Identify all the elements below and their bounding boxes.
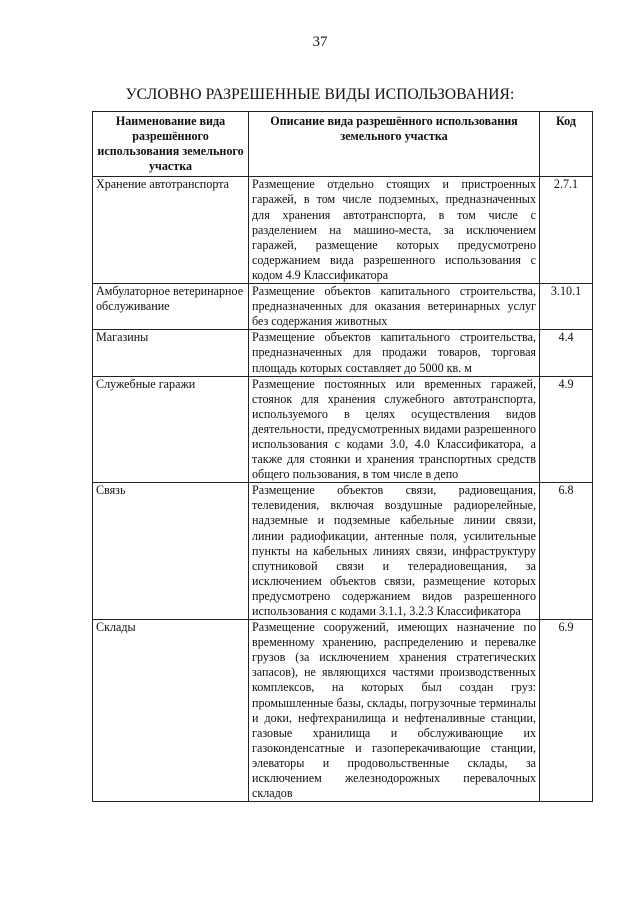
use-description: Размещение отдельно стоящих и пристроенных гаражей, в том числе подземных, предназначенных для хранения автотранспорта, в том числе с разделением на машино-места, за исключением гаражей, размещение которых предусмотрено содержанием вида разрешенного использования с кодом 4.9 Классификатора <box>249 177 540 284</box>
page-number: 37 <box>312 34 328 50</box>
use-code: 4.9 <box>540 376 593 483</box>
table-row <box>93 483 593 620</box>
use-code: 6.9 <box>540 620 593 802</box>
section-heading: УСЛОВНО РАЗРЕШЕННЫЕ ВИДЫ ИСПОЛЬЗОВАНИЯ: <box>125 86 515 103</box>
column-header-code: Код <box>540 112 593 177</box>
table-body <box>93 177 593 802</box>
use-description: Размещение сооружений, имеющих назначение по временному хранению, распределению и перевалке грузов (за исключением хранения стратегических запасов), не являющихся частями производственных комплексов, на которых был создан груз: промышленные базы, склады, погрузочные терминалы и доки, нефтехранилища и нефтеналивные станции, газовые хранилища и обслуживающие их газоконденсатные и газоперекачивающие станции, элеваторы и продовольственные склады, за исключением железнодорожных перевалочных складов <box>249 620 540 802</box>
table-row <box>93 620 593 802</box>
table-row <box>93 376 593 483</box>
table-row <box>93 284 593 330</box>
use-name: Амбулаторное ветеринарное обслуживание <box>93 284 249 330</box>
use-code: 6.8 <box>540 483 593 620</box>
column-header-name: Наименование вида разрешённого использования земельного участка <box>93 112 249 177</box>
table-header <box>93 112 593 177</box>
use-name: Магазины <box>93 330 249 376</box>
use-description: Размещение объектов капитального строительства, предназначенных для оказания ветеринарных услуг без содержания животных <box>249 284 540 330</box>
header-row <box>93 112 593 177</box>
use-code: 4.4 <box>540 330 593 376</box>
use-name: Хранение автотранспорта <box>93 177 249 284</box>
use-description: Размещение объектов капитального строительства, предназначенных для продажи товаров, торговая площадь которых составляет до 5000 кв. м <box>249 330 540 376</box>
use-name: Связь <box>93 483 249 620</box>
use-name: Склады <box>93 620 249 802</box>
table-row <box>93 330 593 376</box>
column-header-description: Описание вида разрешённого использования земельного участка <box>249 112 540 177</box>
use-code: 2.7.1 <box>540 177 593 284</box>
table-row <box>93 177 593 284</box>
use-description: Размещение объектов связи, радиовещания, телевидения, включая воздушные радиорелейные, надземные и подземные кабельные линии связи, линии радиофикации, антенные поля, усилительные пункты на кабельных линиях связи, инфраструктуру спутниковой связи и телерадиовещания, за исключением объектов связи, размещение которых предусмотрено содержанием видов разрешенного использования с кодами 3.1.1, 3.2.3 Классификатора <box>249 483 540 620</box>
use-name: Служебные гаражи <box>93 376 249 483</box>
land-use-table <box>92 111 593 802</box>
use-description: Размещение постоянных или временных гаражей, стоянок для хранения служебного автотранспорта, используемого в целях осуществления видов деятельности, предусмотренных видами разрешенного использования с кодами 3.0, 4.0 Классификатора, а также для стоянки и хранения транспортных средств общего пользования, в том числе в депо <box>249 376 540 483</box>
use-code: 3.10.1 <box>540 284 593 330</box>
